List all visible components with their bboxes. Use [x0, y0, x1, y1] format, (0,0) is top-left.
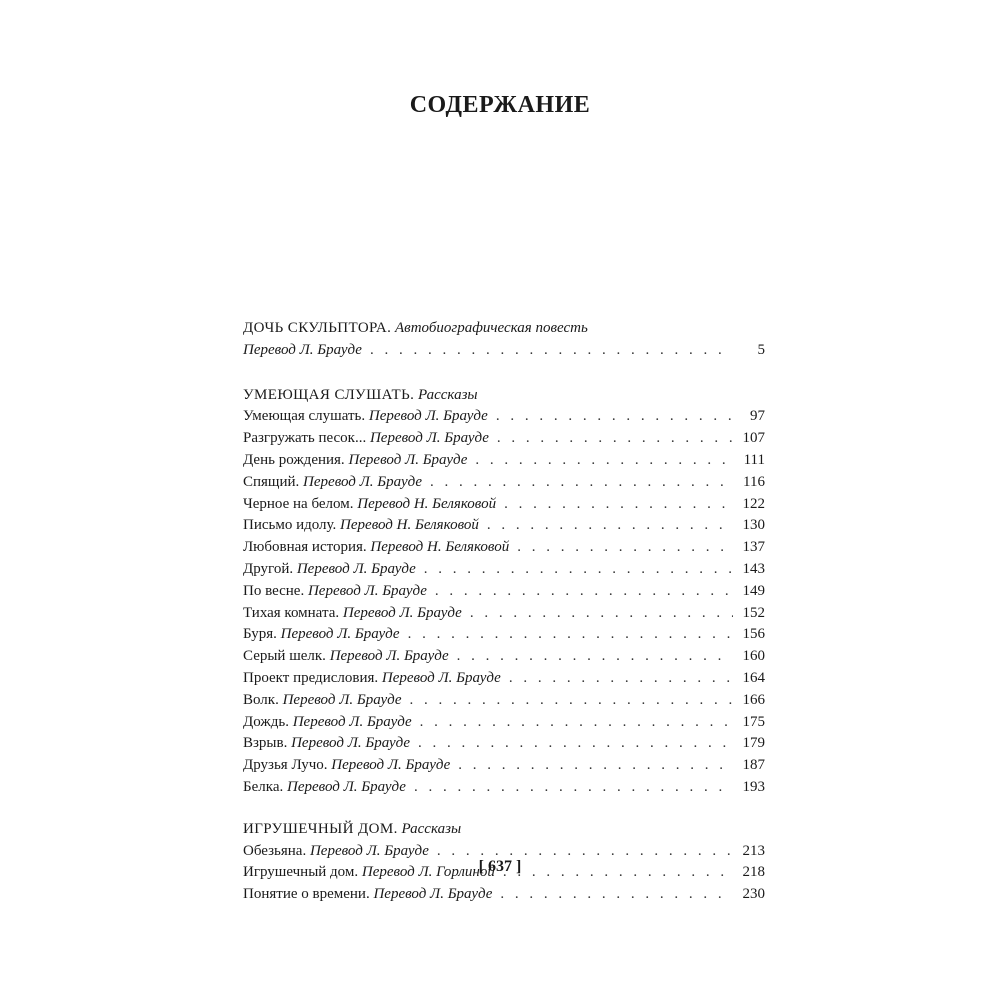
entry-page-number: 107 — [742, 430, 765, 447]
section-title: УМЕЮЩАЯ СЛУШАТЬ. — [243, 386, 415, 403]
toc-entry — [243, 581, 765, 603]
toc-entry — [243, 472, 765, 494]
dot-leader — [414, 777, 733, 799]
entry-page-number: 218 — [742, 864, 765, 881]
entry-title: Черное на белом. — [243, 495, 354, 512]
section-entries — [243, 406, 765, 798]
entry-translator: Перевод Л. Брауде — [292, 713, 412, 730]
entry-translator: Перевод Л. Брауде — [291, 735, 411, 752]
entry-title: Умеющая слушать. — [243, 408, 366, 425]
entry-page-number: 230 — [742, 886, 765, 903]
entry-title: Разгружать песок... — [243, 430, 367, 447]
dot-leader — [370, 340, 733, 362]
entry-translator: Перевод Л. Брауде — [342, 604, 462, 621]
entry-page-number: 122 — [742, 495, 765, 512]
toc-entry — [243, 668, 765, 690]
entry-title: Буря. — [243, 626, 277, 643]
section-title: ДОЧЬ СКУЛЬПТОРА. — [243, 320, 392, 336]
dot-leader — [475, 450, 733, 472]
toc-entry — [243, 537, 765, 559]
entry-page-number: 137 — [742, 539, 765, 556]
toc-entry — [243, 406, 765, 428]
entry-page-number: 111 — [743, 451, 765, 468]
entry-title: Обезьяна. — [243, 842, 307, 859]
entry-title: Взрыв. — [243, 735, 288, 752]
entry-page-number: 116 — [743, 473, 765, 490]
entry-translator: Перевод Л. Брауде — [369, 430, 489, 447]
dot-leader — [457, 646, 733, 668]
section-subtitle: Рассказы — [418, 386, 478, 403]
entry-page-number: 152 — [742, 604, 765, 621]
section-subtitle: Рассказы — [401, 820, 462, 837]
entry-title: Другой. — [243, 560, 294, 577]
toc-entry — [243, 733, 765, 755]
entry-page-number: 213 — [742, 842, 765, 859]
entry-title: Друзья Лучо. — [243, 757, 328, 774]
dot-leader — [420, 712, 733, 734]
entry-title: Тихая комната. — [243, 604, 340, 621]
toc-entry — [243, 690, 765, 712]
dot-leader — [458, 755, 733, 777]
table-of-contents — [243, 318, 765, 906]
entry-title: По весне. — [243, 582, 305, 599]
toc-entry — [243, 515, 765, 537]
dot-leader — [424, 559, 733, 581]
entry-translator: Перевод Н. Беляковой — [357, 495, 497, 512]
entry-translator: Перевод Л. Брауде — [303, 473, 422, 490]
entry-translator: Перевод Н. Беляковой — [370, 539, 510, 556]
entry-page-number: 187 — [742, 757, 765, 774]
entry-page-number: 160 — [742, 648, 765, 665]
toc-entry — [243, 450, 765, 472]
entry-translator: Перевод Н. Беляковой — [340, 517, 479, 534]
toc-entry — [243, 777, 765, 799]
entry-title: Проект предисловия. — [243, 669, 379, 686]
entry-page-number: 143 — [742, 560, 765, 577]
entry-page-number: 166 — [742, 691, 765, 708]
entry-page-number: 5 — [757, 341, 765, 358]
entry-translator: Перевод Л. Брауде — [368, 408, 488, 425]
entry-page-number: 97 — [750, 408, 765, 425]
entry-translator: Перевод Л. Горлиной — [361, 864, 495, 881]
section-title: ИГРУШЕЧНЫЙ ДОМ. — [243, 820, 398, 837]
dot-leader — [410, 690, 733, 712]
dot-leader — [517, 537, 733, 559]
entry-title: Игрушечный дом. — [243, 864, 359, 881]
dot-leader — [497, 428, 733, 450]
entry-translator: Перевод Л. Брауде — [309, 842, 429, 859]
dot-leader — [504, 494, 733, 516]
dot-leader — [408, 624, 733, 646]
toc-entry — [243, 340, 765, 362]
entry-translator: Перевод Л. Брауде — [296, 560, 416, 577]
page-number-folio: [ 637 ] — [478, 858, 522, 875]
entry-page-number: 130 — [742, 517, 765, 534]
section-heading — [243, 385, 765, 407]
section-subtitle: Автобиографическая повесть — [395, 320, 588, 336]
entry-title: Письмо идолу. — [243, 517, 337, 534]
entry-translator: Перевод Л. Брауде — [286, 778, 406, 795]
entry-translator: Перевод Л. Брауде — [331, 757, 451, 774]
entry-title: День рождения. — [243, 451, 345, 468]
toc-entry — [243, 646, 765, 668]
toc-entry — [243, 624, 765, 646]
toc-entry — [243, 559, 765, 581]
entry-title: Любовная история. — [243, 539, 367, 556]
dot-leader — [496, 406, 733, 428]
dot-leader — [500, 884, 733, 906]
entry-translator: Перевод Л. Брауде — [348, 451, 468, 468]
section-heading — [243, 819, 765, 841]
section-heading — [243, 318, 765, 340]
entry-translator: Перевод Л. Брауде — [282, 691, 402, 708]
entry-title: Белка. — [243, 778, 284, 795]
toc-entry — [243, 755, 765, 777]
entry-translator: Перевод Л. Брауде — [243, 341, 362, 358]
entry-translator: Перевод Л. Брауде — [307, 582, 427, 599]
dot-leader — [487, 515, 733, 537]
entry-page-number: 175 — [742, 713, 765, 730]
dot-leader — [509, 668, 733, 690]
entry-title: Понятие о времени. — [243, 886, 370, 903]
dot-leader — [430, 472, 733, 494]
toc-entry — [243, 428, 765, 450]
entry-title: Серый шелк. — [243, 648, 326, 665]
entry-page-number: 164 — [742, 669, 765, 686]
dot-leader — [435, 581, 733, 603]
toc-entry — [243, 603, 765, 625]
dot-leader — [470, 603, 733, 625]
toc-entry — [243, 884, 765, 906]
entry-title: Спящий. — [243, 473, 300, 490]
toc-entry — [243, 494, 765, 516]
entry-page-number: 149 — [742, 582, 765, 599]
entry-page-number: 156 — [742, 626, 765, 643]
entry-translator: Перевод Л. Брауде — [280, 626, 400, 643]
entry-page-number: 193 — [742, 778, 765, 795]
entry-title: Дождь. — [243, 713, 289, 730]
entry-translator: Перевод Л. Брауде — [329, 648, 449, 665]
page-title: СОДЕРЖАНИЕ — [409, 92, 591, 118]
entry-translator: Перевод Л. Брауде — [381, 669, 501, 686]
toc-entry — [243, 712, 765, 734]
entry-title: Волк. — [243, 691, 279, 708]
entry-translator: Перевод Л. Брауде — [373, 886, 493, 903]
entry-page-number: 179 — [742, 735, 765, 752]
dot-leader — [418, 733, 733, 755]
